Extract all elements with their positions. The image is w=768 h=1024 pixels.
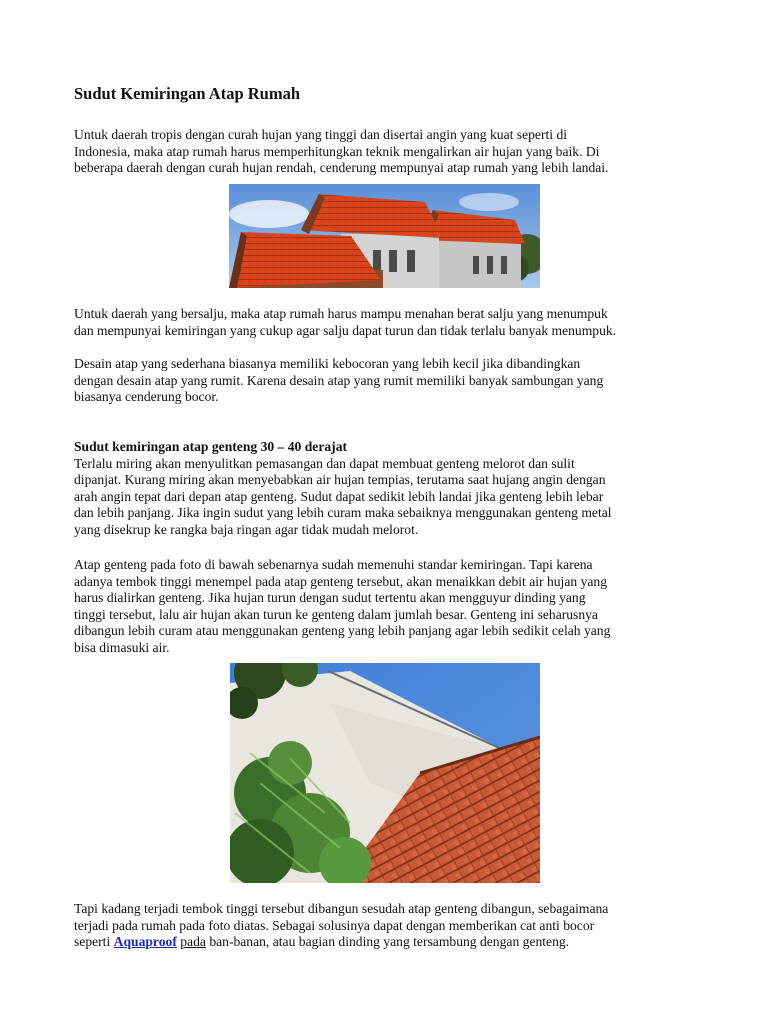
house-roofs-photo: [229, 184, 540, 288]
text-line: harus dialirkan genteng. Jika hujan turun dengan sudut tertentu akan mengguyur dinding yang: [74, 590, 586, 606]
text-line: adanya tembok tinggi menempel pada atap genteng tersebut, akan menaikkan debit air hujan yang: [74, 573, 607, 589]
design-paragraph: [74, 356, 704, 406]
text-line: tinggi tersebut, lalu air hujan akan turun ke genteng dalam jumlah besar. Genteng ini seharusnya: [74, 606, 598, 622]
text-line: Indonesia, maka atap rumah harus memperhitungkan teknik mengalirkan air hujan yang baik. Di: [74, 143, 600, 159]
section-subheading: Sudut kemiringan atap genteng 30 – 40 derajat: [74, 439, 348, 454]
underlined-word: pada: [180, 934, 206, 950]
text-line: Atap genteng pada foto di bawah sebenarnya sudah memenuhi standar kemiringan. Tapi karena: [74, 557, 593, 572]
text-line: dibangun lebih curam atau menggunakan genteng yang lebih panjang agar lebih sedikit celah yang: [74, 623, 611, 639]
aquaproof-link[interactable]: Aquaproof: [113, 934, 177, 950]
page-title: Sudut Kemiringan Atap Rumah: [74, 84, 301, 103]
text-line: dan lebih panjang. Jika ingin sudut yang lebih curam maka sebaiknya menggunakan genteng metal: [74, 505, 612, 521]
text-line: Terlalu miring akan menyulitkan pemasangan dan dapat membuat genteng melorot dan sulit: [74, 455, 575, 471]
final-paragraph: [74, 901, 704, 951]
text-line: beberapa daerah dengan curah hujan rendah, cenderung mempunyai atap rumah yang lebih landai.: [74, 160, 609, 176]
text-fragment: seperti: [74, 934, 114, 950]
text-line: Untuk daerah tropis dengan curah hujan yang tinggi dan disertai angin yang kuat seperti di: [74, 127, 568, 142]
text-line: dengan desain atap yang rumit. Karena desain atap yang rumit memiliki banyak sambungan yang: [74, 372, 604, 388]
text-line: yang disekrup ke rangka baja ringan agar tidak mudah melorot.: [74, 521, 419, 537]
text-line: Desain atap yang sederhana biasanya memiliki kebocoran yang lebih kecil jika dibandingkan: [74, 356, 581, 371]
snow-paragraph: [74, 306, 704, 339]
text-line: bisa dimasuki air.: [74, 639, 170, 655]
text-line: Untuk daerah yang bersalju, maka atap rumah harus mampu menahan berat salju yang menumpuk: [74, 306, 608, 321]
photo-paragraph: [74, 557, 704, 657]
text-line: dipanjat. Kurang miring akan menyebabkan air hujan tempias, terutama saat hujang angin dengan: [74, 472, 606, 488]
text-line: arah angin tepat dari depan atap genteng. Sudut dapat sedikit lebih landai jika genteng lebih lebar: [74, 488, 604, 504]
text-fragment: ban-banan, atau bagian dinding yang tersambung dengan genteng.: [205, 934, 570, 950]
text-line: terjadi pada rumah pada foto diatas. Sebagai solusinya dapat dengan memberikan cat anti bocor: [74, 917, 595, 933]
slope-section: [74, 439, 704, 539]
text-line: Tapi kadang terjadi tembok tinggi tersebut dibangun sesudah atap genteng dibangun, sebagaimana: [74, 901, 609, 916]
wall-and-roof-photo: [230, 663, 540, 883]
text-line-with-link: [74, 934, 704, 951]
text-line: biasanya cenderung bocor.: [74, 389, 219, 405]
intro-paragraph: [74, 127, 704, 177]
text-line: dan mempunyai kemiringan yang cukup agar salju dapat turun dan tidak terlalu banyak menumpuk.: [74, 322, 617, 338]
